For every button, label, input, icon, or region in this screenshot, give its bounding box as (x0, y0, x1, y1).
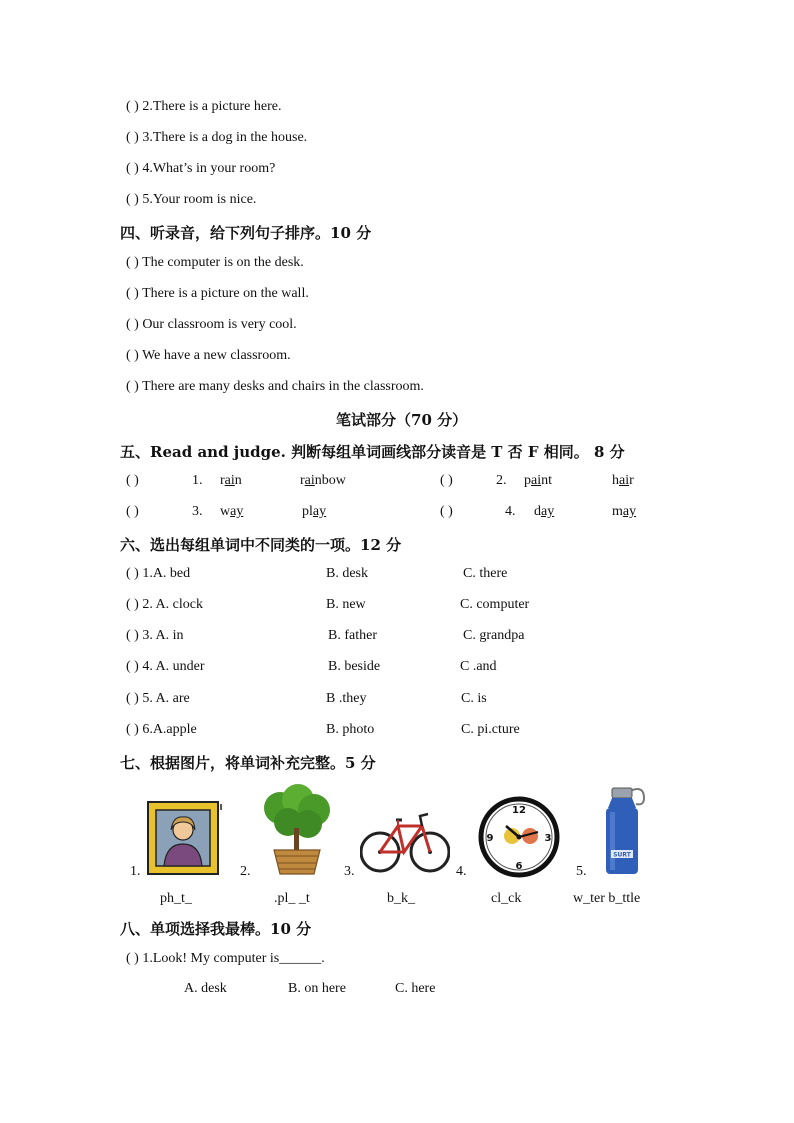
option-a: A. desk (184, 981, 227, 996)
picture-number: 5. (576, 864, 587, 879)
word-blank: ph_t_ (160, 891, 192, 906)
svg-text:12: 12 (512, 805, 526, 816)
bottle-label: SURT (613, 851, 631, 859)
section-title: 七、根据图片，将单词补充完整。5 分 (120, 754, 376, 772)
word: hair (612, 473, 634, 488)
item-number: 1. (192, 473, 203, 488)
word: rain (220, 473, 242, 488)
item-number: 2. (496, 473, 507, 488)
picture-number: 3. (344, 864, 355, 879)
question-line: ( ) 5.Your room is nice. (126, 192, 257, 207)
option-c: C. here (395, 981, 436, 996)
photo-frame-image (146, 800, 226, 878)
option-b: B. desk (326, 566, 368, 581)
item-number: 4. (505, 504, 516, 519)
option-c: C. is (461, 691, 487, 706)
written-part-title: 笔试部分（70 分） (336, 411, 468, 429)
word-blank: b_k_ (387, 891, 415, 906)
answer-paren: ( ) (126, 473, 139, 488)
answer-paren: ( ) (126, 504, 139, 519)
svg-text:9: 9 (486, 833, 494, 844)
word: way (220, 504, 244, 519)
word: rainbow (300, 473, 346, 488)
option-b: B .they (326, 691, 367, 706)
option-b: B. on here (288, 981, 346, 996)
question-line: ( ) 4.What’s in your room? (126, 161, 276, 176)
item-number: 3. (192, 504, 203, 519)
section-title: 六、选出每组单词中不同类的一项。12 分 (120, 536, 402, 554)
word-blank: w_ter b_ttle (573, 891, 641, 906)
option-c: C. grandpa (463, 628, 525, 643)
option-a: ( ) 4. A. under (126, 659, 205, 674)
option-a: ( ) 1.A. bed (126, 566, 191, 581)
option-b: B. new (326, 597, 366, 612)
option-b: B. father (328, 628, 377, 643)
option-c: C. computer (460, 597, 530, 612)
svg-text:6: 6 (515, 861, 523, 872)
clock-image (478, 796, 560, 878)
option-b: B. beside (328, 659, 381, 674)
question-line: ( ) There is a picture on the wall. (126, 286, 309, 301)
question-line: ( ) Our classroom is very cool. (126, 317, 297, 332)
option-a: ( ) 5. A. are (126, 691, 190, 706)
option-a: ( ) 3. A. in (126, 628, 184, 643)
word: day (534, 504, 555, 519)
word: play (302, 504, 327, 519)
word-blank: cl_ck (491, 891, 522, 906)
picture-number: 4. (456, 864, 467, 879)
picture-number: 1. (130, 864, 141, 879)
word-blank: .pl_ _t (274, 891, 310, 906)
section-title: 四、听录音，给下列句子排序。10 分 (120, 224, 372, 242)
option-c: C. there (463, 566, 508, 581)
section-title: 八、单项选择我最棒。10 分 (120, 920, 312, 938)
word: may (612, 504, 637, 519)
section-title: 五、Read and judge. 判断每组单词画线部分读音是 T 否 F 相同。 8 分 (120, 443, 625, 461)
word: paint (524, 473, 552, 488)
question-line: ( ) The computer is on the desk. (126, 255, 304, 270)
picture-number: 2. (240, 864, 251, 879)
option-a: ( ) 6.A.apple (126, 722, 197, 737)
question-line: ( ) 1.Look! My computer is______. (126, 951, 325, 966)
answer-paren: ( ) (440, 473, 453, 488)
option-b: B. photo (326, 722, 375, 737)
question-line: ( ) There are many desks and chairs in the classroom. (126, 379, 424, 394)
answer-paren: ( ) (440, 504, 453, 519)
svg-text:3: 3 (544, 833, 552, 844)
bicycle-image (360, 804, 450, 876)
option-a: ( ) 2. A. clock (126, 597, 203, 612)
question-line: ( ) We have a new classroom. (126, 348, 291, 363)
plant-image (258, 784, 336, 878)
option-c: C .and (460, 659, 497, 674)
question-line: ( ) 3.There is a dog in the house. (126, 130, 308, 145)
water-bottle-image (598, 784, 654, 878)
question-line: ( ) 2.There is a picture here. (126, 99, 282, 114)
option-c: C. pi.cture (461, 722, 520, 737)
